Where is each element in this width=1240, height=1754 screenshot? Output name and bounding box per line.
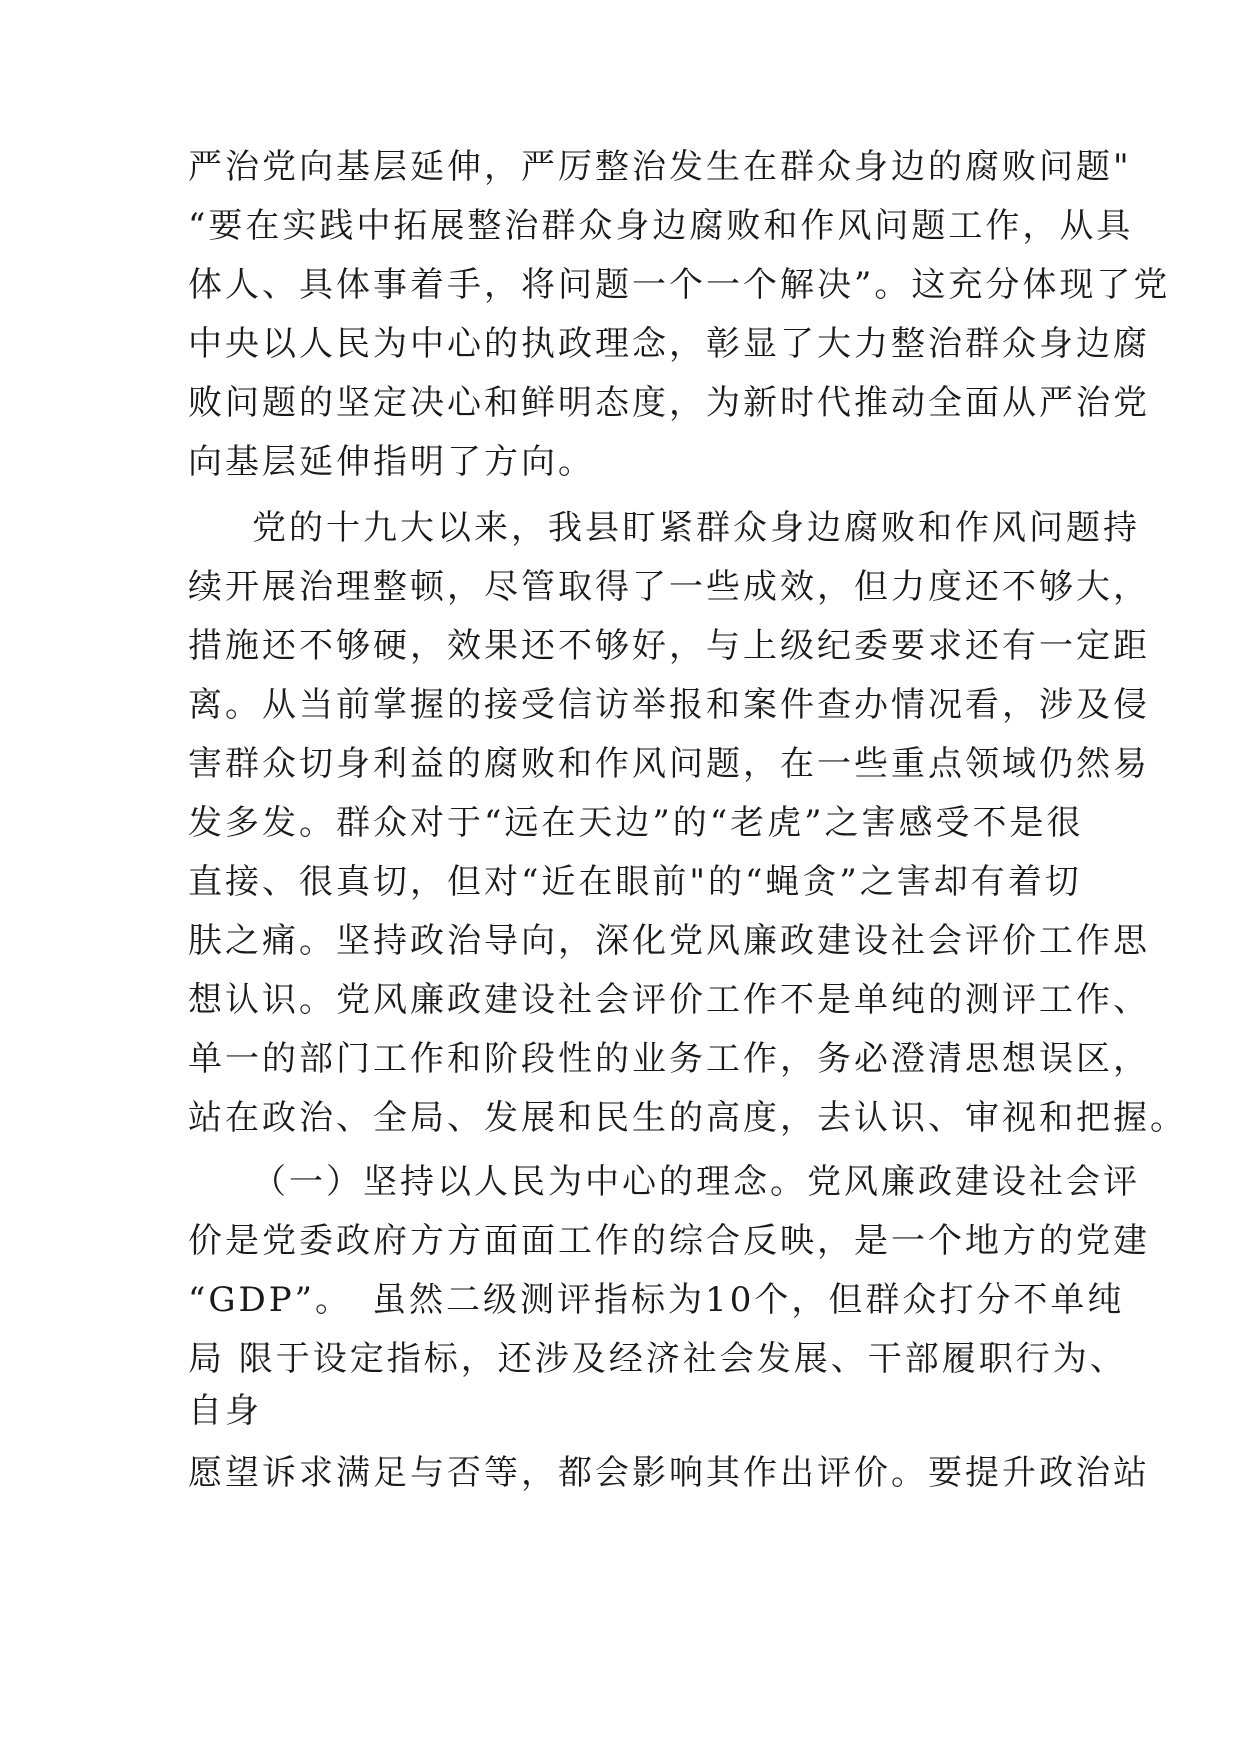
paragraph-line: 向基层延伸指明了方向。 — [188, 442, 595, 482]
paragraph-line: 离。从当前掌握的接受信访举报和案件查办情况看，涉及侵 — [188, 685, 1150, 725]
paragraph-first-line: 党的十九大以来，我县盯紧群众身边腐败和作风问题持 — [252, 508, 1140, 548]
paragraph-line: 直接、很真切，但对“近在眼前"的“蝇贪”之害却有着切 — [188, 862, 1082, 902]
paragraph-line: 败问题的坚定决心和鲜明态度，为新时代推动全面从严治党 — [188, 383, 1150, 423]
paragraph-line: 发多发。群众对于“远在天边”的“老虎”之害感受不是很 — [188, 803, 1084, 843]
paragraph-line: “GDP”。 虽然二级测评指标为10个，但群众打分不单纯 — [188, 1280, 1125, 1320]
paragraph-line: 体人、具体事着手，将问题一个一个解决”。这充分体现了党 — [188, 265, 1171, 305]
paragraph-line: 续开展治理整顿，尽管取得了一些成效，但力度还不够大， — [188, 567, 1150, 607]
paragraph-line: 想认识。党风廉政建设社会评价工作不是单纯的测评工作、 — [188, 980, 1150, 1020]
section-heading-line: （一）坚持以人民为中心的理念。党风廉政建设社会评 — [252, 1162, 1140, 1202]
paragraph-line: 肤之痛。坚持政治导向，深化党风廉政建设社会评价工作思 — [188, 921, 1150, 961]
paragraph-line: 自身 — [188, 1391, 262, 1431]
paragraph-line: 措施还不够硬，效果还不够好，与上级纪委要求还有一定距 — [188, 626, 1150, 666]
paragraph-line: 单一的部门工作和阶段性的业务工作，务必澄清思想误区， — [188, 1039, 1150, 1079]
paragraph-line: 局 限于设定指标，还涉及经济社会发展、干部履职行为、 — [188, 1339, 1127, 1379]
paragraph-line: 愿望诉求满足与否等，都会影响其作出评价。要提升政治站 — [188, 1453, 1150, 1493]
paragraph-line: “要在实践中拓展整治群众身边腐败和作风问题工作，从具 — [188, 206, 1134, 246]
paragraph-line: 严治党向基层延伸，严厉整治发生在群众身边的腐败问题" — [188, 147, 1132, 187]
paragraph-line: 价是党委政府方方面面工作的综合反映，是一个地方的党建 — [188, 1221, 1150, 1261]
paragraph-line: 中央以人民为中心的执政理念，彰显了大力整治群众身边腐 — [188, 324, 1150, 364]
paragraph-line: 站在政治、全局、发展和民生的高度，去认识、审视和把握。 — [188, 1098, 1187, 1138]
paragraph-line: 害群众切身利益的腐败和作风问题，在一些重点领域仍然易 — [188, 744, 1150, 784]
